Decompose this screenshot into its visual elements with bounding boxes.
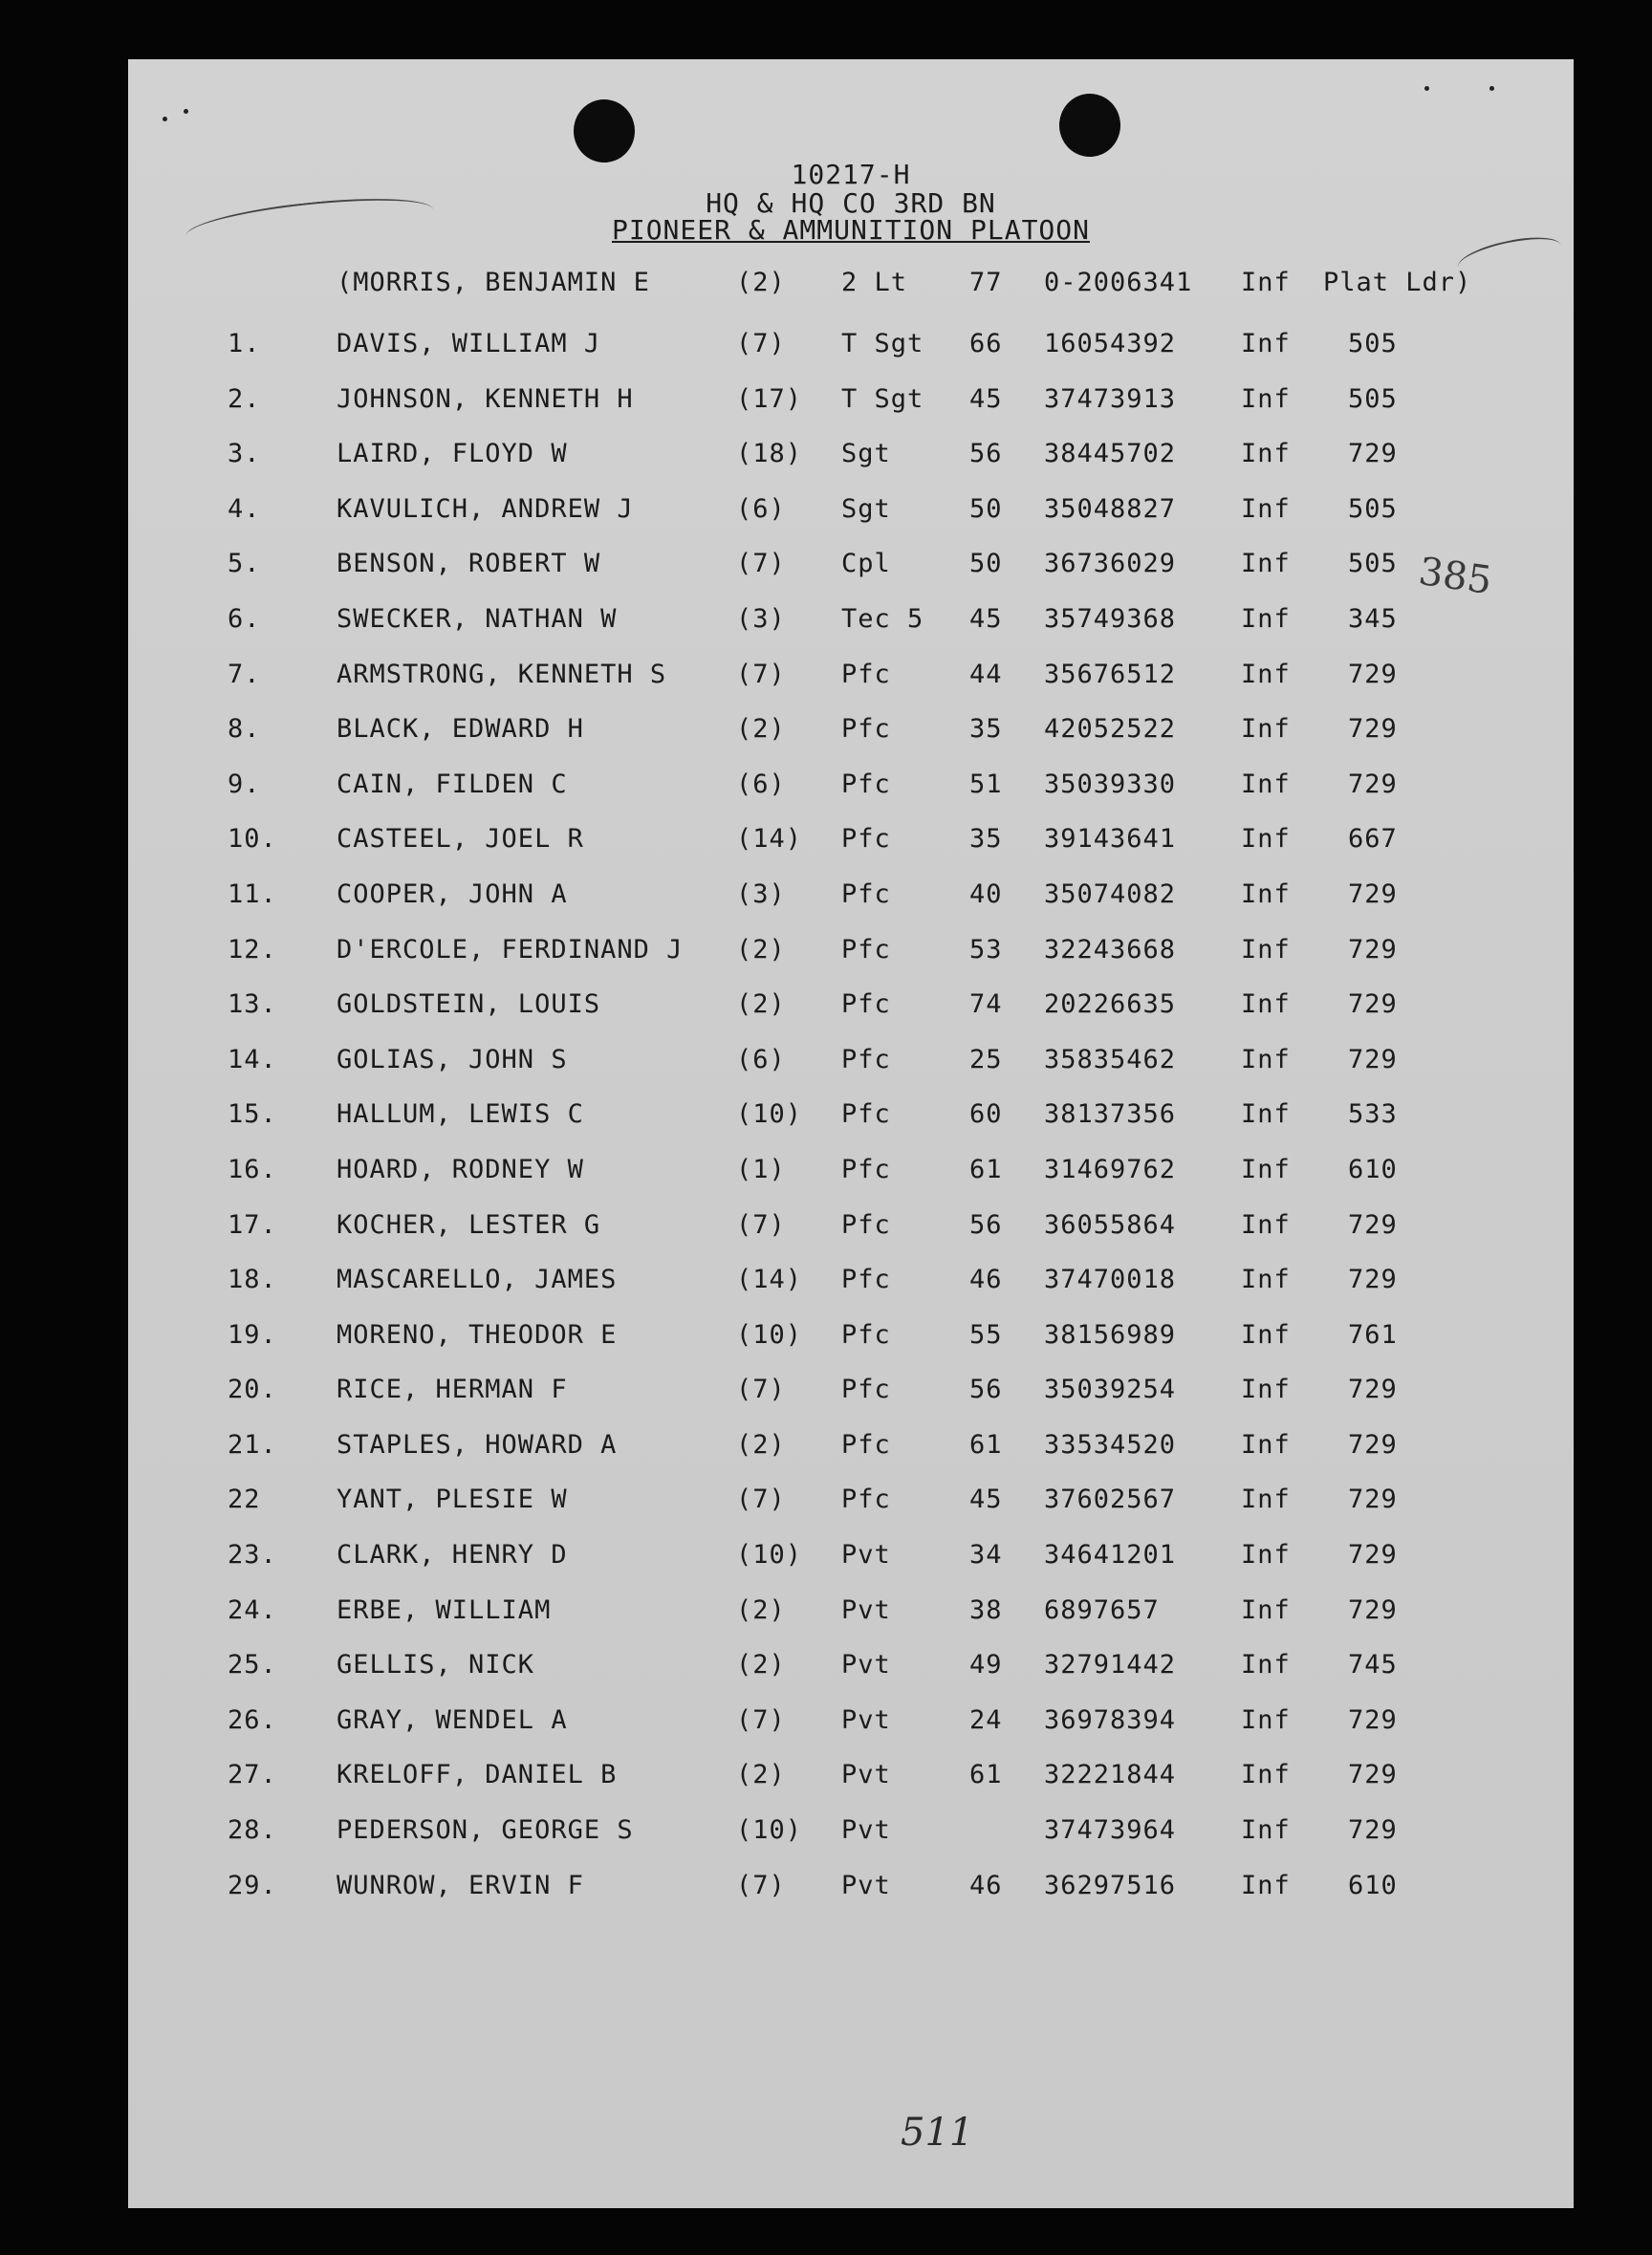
soldier-mos: 505 (1348, 549, 1398, 579)
soldier-mos: 729 (1348, 1265, 1398, 1295)
soldier-rank: Pvt (841, 1815, 891, 1846)
soldier-mos: 667 (1348, 824, 1398, 855)
soldier-arm: Inf (1241, 1594, 1291, 1625)
row-number: 24. (228, 1594, 277, 1625)
soldier-age: 46 (969, 1870, 1003, 1900)
soldier-arm: Inf (1241, 769, 1291, 799)
soldier-serial: 35039254 (1044, 1375, 1177, 1405)
soldier-arm: Inf (1241, 1485, 1291, 1515)
page-number-handwritten: 511 (901, 2111, 974, 2155)
document-code: 10217-H (791, 159, 911, 190)
soldier-rank: Pvt (841, 1760, 891, 1790)
row-number: 9. (228, 769, 261, 799)
table-row (128, 1419, 1574, 1474)
soldier-arm: Inf (1241, 439, 1291, 469)
soldier-arm: Inf (1241, 1650, 1291, 1680)
soldier-group: (17) (736, 383, 803, 414)
table-row (128, 648, 1574, 704)
soldier-serial: 37602567 (1044, 1485, 1177, 1515)
soldier-arm: Inf (1241, 1815, 1291, 1846)
soldier-mos: 729 (1348, 659, 1398, 689)
soldier-arm: Inf (1241, 1044, 1291, 1074)
unit-title: HQ & HQ CO 3RD BN (706, 187, 996, 219)
soldier-name: HALLUM, LEWIS C (337, 1099, 584, 1130)
soldier-group: (3) (736, 878, 786, 909)
soldier-rank: Tec 5 (841, 603, 924, 634)
soldier-serial: 39143641 (1044, 824, 1177, 855)
soldier-serial: 32243668 (1044, 934, 1177, 965)
soldier-mos: 761 (1348, 1319, 1398, 1350)
soldier-name: YANT, PLESIE W (337, 1485, 568, 1515)
speck (1489, 86, 1494, 91)
soldier-arm: Inf (1241, 603, 1291, 634)
soldier-mos: 729 (1348, 934, 1398, 965)
soldier-group: (1) (736, 1154, 786, 1184)
officer-row (323, 268, 1576, 306)
table-row (128, 868, 1574, 923)
soldier-age: 74 (969, 989, 1003, 1020)
soldier-age: 49 (969, 1650, 1003, 1680)
soldier-rank: Cpl (841, 549, 891, 579)
table-row (128, 1694, 1574, 1749)
soldier-rank: T Sgt (841, 383, 924, 414)
row-number: 27. (228, 1760, 277, 1790)
punch-hole-left (574, 99, 635, 163)
soldier-mos: 610 (1348, 1154, 1398, 1184)
soldier-serial: 42052522 (1044, 714, 1177, 745)
row-number: 19. (228, 1319, 277, 1350)
row-number: 13. (228, 989, 277, 1020)
platoon-title: PIONEER & AMMUNITION PLATOON (611, 214, 1090, 246)
soldier-name: KAVULICH, ANDREW J (337, 493, 634, 524)
row-number: 25. (228, 1650, 277, 1680)
soldier-group: (7) (736, 1485, 786, 1515)
soldier-age: 56 (969, 1375, 1003, 1405)
soldier-serial: 35676512 (1044, 659, 1177, 689)
soldier-arm: Inf (1241, 659, 1291, 689)
soldier-age: 66 (969, 329, 1003, 358)
soldier-age: 45 (969, 383, 1003, 414)
soldier-age: 56 (969, 439, 1003, 469)
soldier-rank: Sgt (841, 493, 891, 524)
soldier-serial: 38137356 (1044, 1099, 1177, 1130)
row-number: 15. (228, 1099, 277, 1130)
soldier-serial: 35749368 (1044, 603, 1177, 634)
soldier-rank: Pfc (841, 1265, 891, 1295)
soldier-mos: 729 (1348, 878, 1398, 909)
soldier-age: 38 (969, 1594, 1003, 1625)
soldier-mos: 610 (1348, 1870, 1398, 1900)
soldier-mos: 345 (1348, 603, 1398, 634)
row-number: 16. (228, 1154, 277, 1184)
soldier-age: 46 (969, 1265, 1003, 1295)
soldier-age: 24 (969, 1704, 1003, 1735)
soldier-serial: 32221844 (1044, 1760, 1177, 1790)
margin-annotation: 385 (1416, 549, 1495, 604)
soldier-arm: Inf (1241, 1209, 1291, 1240)
row-number: 17. (228, 1209, 277, 1240)
row-number: 10. (228, 824, 277, 855)
soldier-group: (7) (736, 1375, 786, 1405)
table-row (128, 758, 1574, 813)
row-number: 29. (228, 1870, 277, 1900)
row-number: 14. (228, 1044, 277, 1074)
soldier-mos: 505 (1348, 383, 1398, 414)
table-row (128, 427, 1574, 483)
row-number: 23. (228, 1540, 277, 1571)
soldier-age: 50 (969, 493, 1003, 524)
soldier-mos: 729 (1348, 1704, 1398, 1735)
soldier-mos: 745 (1348, 1650, 1398, 1680)
soldier-rank: Pvt (841, 1650, 891, 1680)
soldier-age: 35 (969, 714, 1003, 745)
officer-arm: Inf (1241, 268, 1291, 297)
table-row (128, 813, 1574, 868)
soldier-arm: Inf (1241, 1375, 1291, 1405)
soldier-group: (6) (736, 493, 786, 524)
soldier-group: (2) (736, 1594, 786, 1625)
soldier-mos: 729 (1348, 1209, 1398, 1240)
soldier-arm: Inf (1241, 1540, 1291, 1571)
soldier-age: 50 (969, 549, 1003, 579)
soldier-age: 60 (969, 1099, 1003, 1130)
speck (184, 109, 188, 114)
row-number: 6. (228, 603, 261, 634)
soldier-age: 61 (969, 1154, 1003, 1184)
soldier-group: (7) (736, 1209, 786, 1240)
soldier-arm: Inf (1241, 1704, 1291, 1735)
soldier-group: (14) (736, 1265, 803, 1295)
soldier-serial: 38445702 (1044, 439, 1177, 469)
row-number: 26. (228, 1704, 277, 1735)
row-number: 8. (228, 714, 261, 745)
soldier-group: (6) (736, 769, 786, 799)
officer-name: (MORRIS, BENJAMIN E (337, 268, 650, 297)
soldier-mos: 729 (1348, 1485, 1398, 1515)
document-page (128, 59, 1574, 2208)
soldier-rank: Sgt (841, 439, 891, 469)
soldier-group: (7) (736, 1704, 786, 1735)
row-number: 22 (228, 1485, 261, 1515)
soldier-serial: 37473964 (1044, 1815, 1177, 1846)
soldier-name: STAPLES, HOWARD A (337, 1429, 618, 1460)
soldier-arm: Inf (1241, 383, 1291, 414)
row-number: 11. (228, 878, 277, 909)
table-row (128, 1033, 1574, 1089)
table-row (128, 317, 1574, 373)
soldier-name: JOHNSON, KENNETH H (337, 383, 634, 414)
soldier-arm: Inf (1241, 1870, 1291, 1900)
soldier-group: (7) (736, 549, 786, 579)
row-number: 12. (228, 934, 277, 965)
soldier-age: 35 (969, 824, 1003, 855)
row-number: 18. (228, 1265, 277, 1295)
table-row (128, 923, 1574, 979)
soldier-group: (2) (736, 1650, 786, 1680)
soldier-name: RICE, HERMAN F (337, 1375, 568, 1405)
row-number: 7. (228, 659, 261, 689)
soldier-name: MORENO, THEODOR E (337, 1319, 618, 1350)
soldier-serial: 36055864 (1044, 1209, 1177, 1240)
row-number: 28. (228, 1815, 277, 1846)
soldier-serial: 20226635 (1044, 989, 1177, 1020)
soldier-name: MASCARELLO, JAMES (337, 1265, 618, 1295)
soldier-mos: 533 (1348, 1099, 1398, 1130)
soldier-name: GELLIS, NICK (337, 1650, 535, 1680)
table-row (128, 1199, 1574, 1254)
soldier-age: 40 (969, 878, 1003, 909)
soldier-rank: Pfc (841, 1375, 891, 1405)
soldier-age: 44 (969, 659, 1003, 689)
officer-group: (2) (736, 268, 786, 297)
soldier-group: (10) (736, 1815, 803, 1846)
soldier-serial: 32791442 (1044, 1650, 1177, 1680)
soldier-group: (3) (736, 603, 786, 634)
table-row (128, 1748, 1574, 1804)
soldier-rank: Pfc (841, 824, 891, 855)
soldier-arm: Inf (1241, 1265, 1291, 1295)
soldier-arm: Inf (1241, 549, 1291, 579)
soldier-serial: 33534520 (1044, 1429, 1177, 1460)
soldier-name: GOLDSTEIN, LOUIS (337, 989, 601, 1020)
soldier-serial: 16054392 (1044, 329, 1177, 358)
soldier-mos: 505 (1348, 493, 1398, 524)
row-number: 20. (228, 1375, 277, 1405)
soldier-name: HOARD, RODNEY W (337, 1154, 584, 1184)
soldier-serial: 36297516 (1044, 1870, 1177, 1900)
soldier-group: (10) (736, 1319, 803, 1350)
soldier-group: (2) (736, 1429, 786, 1460)
soldier-mos: 729 (1348, 714, 1398, 745)
soldier-mos: 505 (1348, 329, 1398, 358)
soldier-rank: Pfc (841, 769, 891, 799)
soldier-age: 25 (969, 1044, 1003, 1074)
soldier-rank: Pfc (841, 1154, 891, 1184)
soldier-arm: Inf (1241, 493, 1291, 524)
soldier-rank: Pfc (841, 659, 891, 689)
table-row (128, 1529, 1574, 1584)
soldier-age: 34 (969, 1540, 1003, 1571)
soldier-group: (2) (736, 714, 786, 745)
soldier-rank: Pfc (841, 1044, 891, 1074)
soldier-name: CAIN, FILDEN C (337, 769, 568, 799)
soldier-serial: 35048827 (1044, 493, 1177, 524)
soldier-rank: Pfc (841, 1209, 891, 1240)
soldier-arm: Inf (1241, 824, 1291, 855)
soldier-mos: 729 (1348, 1760, 1398, 1790)
soldier-name: COOPER, JOHN A (337, 878, 568, 909)
soldier-serial: 36736029 (1044, 549, 1177, 579)
officer-age: 77 (969, 268, 1003, 297)
row-number: 5. (228, 549, 261, 579)
soldier-group: (7) (736, 1870, 786, 1900)
soldier-arm: Inf (1241, 934, 1291, 965)
table-row (128, 373, 1574, 428)
soldier-serial: 6897657 (1044, 1594, 1160, 1625)
officer-serial: 0-2006341 (1044, 268, 1193, 297)
table-row (128, 537, 1574, 593)
soldier-rank: Pvt (841, 1870, 891, 1900)
soldier-age: 55 (969, 1319, 1003, 1350)
soldier-name: CLARK, HENRY D (337, 1540, 568, 1571)
table-row (128, 703, 1574, 758)
soldier-arm: Inf (1241, 1154, 1291, 1184)
soldier-name: SWECKER, NATHAN W (337, 603, 618, 634)
soldier-age: 51 (969, 769, 1003, 799)
table-row (128, 1859, 1574, 1915)
soldier-serial: 35074082 (1044, 878, 1177, 909)
soldier-arm: Inf (1241, 1429, 1291, 1460)
row-number: 3. (228, 439, 261, 469)
soldier-rank: Pfc (841, 1319, 891, 1350)
soldier-age: 45 (969, 603, 1003, 634)
soldier-rank: Pfc (841, 878, 891, 909)
soldier-group: (10) (736, 1099, 803, 1130)
soldier-arm: Inf (1241, 878, 1291, 909)
soldier-name: CASTEEL, JOEL R (337, 824, 584, 855)
row-number: 21. (228, 1429, 277, 1460)
soldier-arm: Inf (1241, 329, 1291, 358)
soldier-arm: Inf (1241, 714, 1291, 745)
soldier-name: DAVIS, WILLIAM J (337, 329, 601, 358)
soldier-group: (2) (736, 1760, 786, 1790)
soldier-age: 61 (969, 1429, 1003, 1460)
table-row (128, 1473, 1574, 1529)
soldier-serial: 37473913 (1044, 383, 1177, 414)
soldier-mos: 729 (1348, 1815, 1398, 1846)
speck (1424, 86, 1429, 91)
table-row (128, 1088, 1574, 1143)
soldier-rank: Pvt (841, 1594, 891, 1625)
soldier-arm: Inf (1241, 1099, 1291, 1130)
soldier-arm: Inf (1241, 989, 1291, 1020)
soldier-arm: Inf (1241, 1319, 1291, 1350)
soldier-name: BLACK, EDWARD H (337, 714, 584, 745)
table-row (128, 593, 1574, 648)
row-number: 1. (228, 329, 261, 358)
table-row (128, 1804, 1574, 1859)
soldier-name: ERBE, WILLIAM (337, 1594, 552, 1625)
soldier-rank: Pfc (841, 1429, 891, 1460)
table-row (128, 1584, 1574, 1639)
soldier-rank: T Sgt (841, 329, 924, 358)
table-row (128, 1638, 1574, 1694)
table-row (128, 483, 1574, 538)
soldier-name: WUNROW, ERVIN F (337, 1870, 584, 1900)
soldier-group: (6) (736, 1044, 786, 1074)
soldier-group: (14) (736, 824, 803, 855)
soldier-name: KOCHER, LESTER G (337, 1209, 601, 1240)
soldier-mos: 729 (1348, 769, 1398, 799)
soldier-mos: 729 (1348, 1429, 1398, 1460)
soldier-arm: Inf (1241, 1760, 1291, 1790)
soldier-rank: Pvt (841, 1704, 891, 1735)
soldier-rank: Pfc (841, 714, 891, 745)
soldier-group: (18) (736, 439, 803, 469)
soldier-age: 45 (969, 1485, 1003, 1515)
soldier-rank: Pfc (841, 989, 891, 1020)
soldier-name: GRAY, WENDEL A (337, 1704, 568, 1735)
soldier-serial: 35039330 (1044, 769, 1177, 799)
soldier-serial: 37470018 (1044, 1265, 1177, 1295)
soldier-name: LAIRD, FLOYD W (337, 439, 568, 469)
soldier-rank: Pfc (841, 1485, 891, 1515)
soldier-mos: 729 (1348, 439, 1398, 469)
table-row (128, 1143, 1574, 1199)
table-row (128, 1253, 1574, 1309)
soldier-serial: 38156989 (1044, 1319, 1177, 1350)
soldier-name: KRELOFF, DANIEL B (337, 1760, 618, 1790)
soldier-group: (7) (736, 329, 786, 358)
soldier-serial: 34641201 (1044, 1540, 1177, 1571)
soldier-group: (10) (736, 1540, 803, 1571)
soldier-name: ARMSTRONG, KENNETH S (337, 659, 667, 689)
soldier-group: (2) (736, 989, 786, 1020)
soldier-age: 56 (969, 1209, 1003, 1240)
soldier-serial: 36978394 (1044, 1704, 1177, 1735)
soldier-serial: 31469762 (1044, 1154, 1177, 1184)
soldier-name: BENSON, ROBERT W (337, 549, 601, 579)
soldier-serial: 35835462 (1044, 1044, 1177, 1074)
soldier-rank: Pvt (841, 1540, 891, 1571)
row-number: 2. (228, 383, 261, 414)
soldier-mos: 729 (1348, 1044, 1398, 1074)
soldier-name: D'ERCOLE, FERDINAND J (337, 934, 684, 965)
soldier-mos: 729 (1348, 1540, 1398, 1571)
soldier-age: 61 (969, 1760, 1003, 1790)
officer-rank: 2 Lt (841, 268, 908, 297)
soldier-rank: Pfc (841, 934, 891, 965)
officer-title: Plat Ldr) (1323, 268, 1472, 297)
soldier-group: (7) (736, 659, 786, 689)
soldier-mos: 729 (1348, 1375, 1398, 1405)
soldier-age: 53 (969, 934, 1003, 965)
soldier-name: PEDERSON, GEORGE S (337, 1815, 634, 1846)
soldier-mos: 729 (1348, 989, 1398, 1020)
soldier-name: GOLIAS, JOHN S (337, 1044, 568, 1074)
soldier-group: (2) (736, 934, 786, 965)
soldier-mos: 729 (1348, 1594, 1398, 1625)
table-row (128, 1363, 1574, 1419)
soldier-rank: Pfc (841, 1099, 891, 1130)
punch-hole-right (1059, 94, 1120, 157)
roster-list (128, 317, 1574, 1914)
table-row (128, 1309, 1574, 1364)
speck (163, 117, 167, 121)
table-row (128, 978, 1574, 1033)
row-number: 4. (228, 493, 261, 524)
